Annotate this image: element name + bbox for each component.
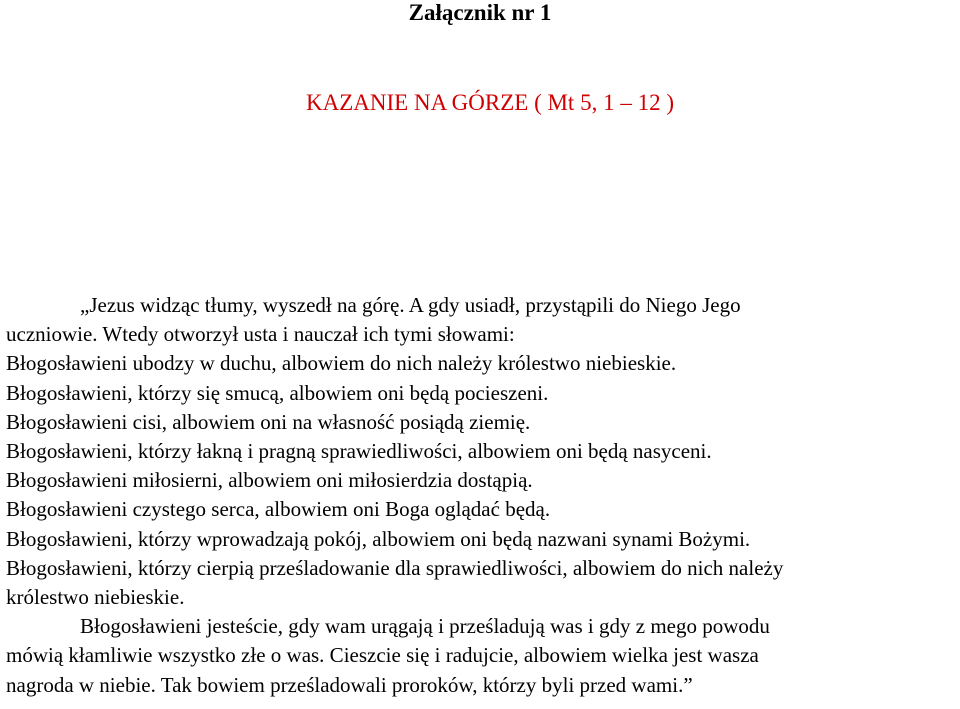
scripture-passage xyxy=(6,291,956,700)
passage-line: Błogosławieni miłosierni, albowiem oni miłosierdzia dostąpią. xyxy=(6,468,533,493)
passage-line: Błogosławieni czystego serca, albowiem oni Boga oglądać będą. xyxy=(6,497,551,522)
passage-line: uczniowie. Wtedy otworzył usta i nauczał ich tymi słowami: xyxy=(6,322,515,347)
passage-line: Błogosławieni, którzy się smucą, albowiem oni będą pocieszeni. xyxy=(6,380,549,405)
passage-line: Błogosławieni jesteście, gdy wam urągają i prześladują was i gdy z mego powodu xyxy=(80,614,770,639)
passage-line: mówią kłamliwie wszystko złe o was. Cieszcie się i radujcie, albowiem wielka jest wasza xyxy=(6,643,759,668)
passage-line: Błogosławieni, którzy łakną i pragną sprawiedliwości, albowiem oni będą nasyceni. xyxy=(6,439,712,464)
passage-line: Błogosławieni, którzy cierpią prześladowanie dla sprawiedliwości, albowiem do nich należy xyxy=(6,555,784,580)
passage-line: Błogosławieni ubodzy w duchu, albowiem do nich należy królestwo niebieskie. xyxy=(6,351,677,376)
passage-line: „Jezus widząc tłumy, wyszedł na górę. A gdy usiadł, przystąpili do Niego Jego xyxy=(80,293,741,317)
attachment-label: Załącznik nr 1 xyxy=(408,0,552,25)
passage-line: nagroda w niebie. Tak bowiem prześladowali proroków, którzy byli przed wami.” xyxy=(6,672,693,697)
passage-line: królestwo niebieskie. xyxy=(6,585,185,610)
passage-line: Błogosławieni cisi, albowiem oni na własność posiądą ziemię. xyxy=(6,409,531,434)
document-title: KAZANIE NA GÓRZE ( Mt 5, 1 – 12 ) xyxy=(306,90,674,115)
passage-line: Błogosławieni, którzy wprowadzają pokój, albowiem oni będą nazwani synami Bożymi. xyxy=(6,526,751,551)
